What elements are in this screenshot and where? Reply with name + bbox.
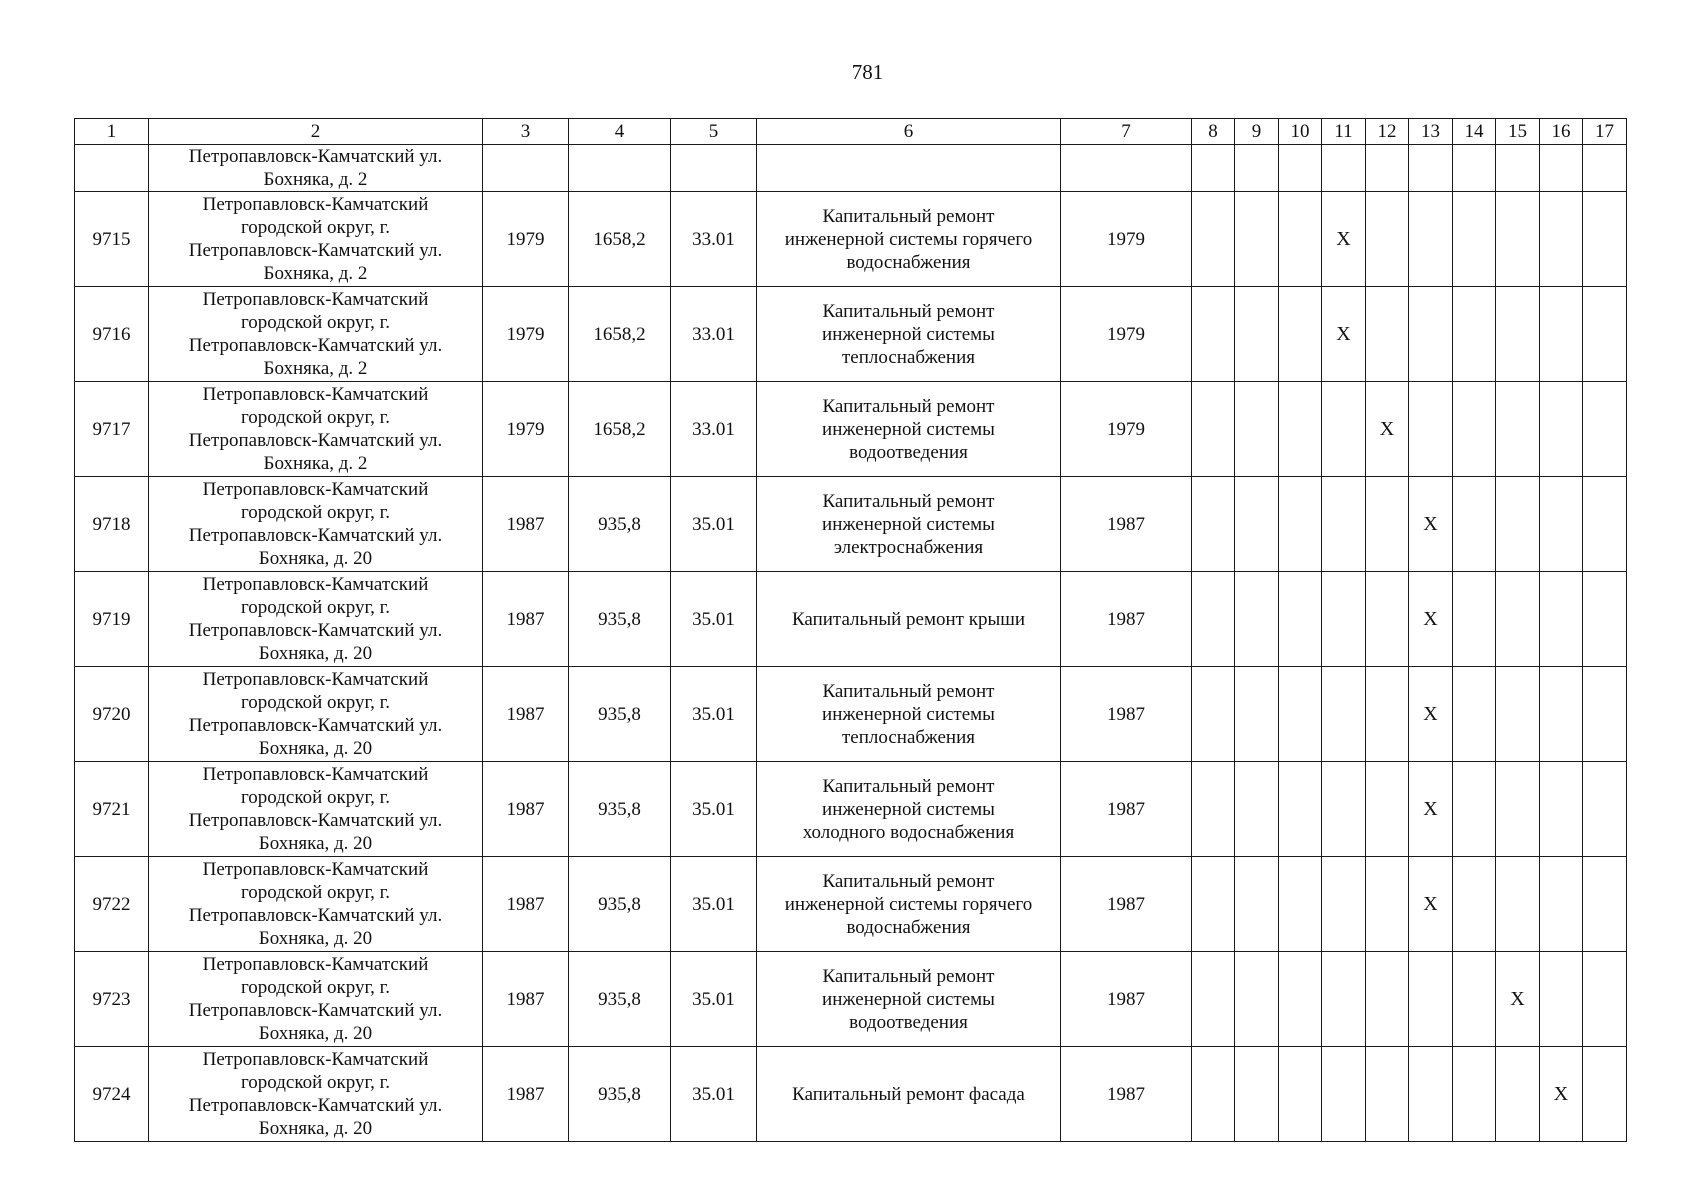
row-number-cell: 9724 xyxy=(75,1047,149,1142)
year-built-cell: 1987 xyxy=(483,667,569,762)
table-row xyxy=(75,287,1627,382)
empty-cell xyxy=(1235,1047,1279,1142)
empty-cell xyxy=(1366,857,1409,952)
repair-year-cell: 1987 xyxy=(1061,572,1192,667)
empty-cell xyxy=(1409,192,1453,287)
repair-year-cell: 1987 xyxy=(1061,667,1192,762)
mark-cell: X xyxy=(1322,287,1366,382)
header-cell: 17 xyxy=(1583,119,1627,145)
repair-year-cell: 1979 xyxy=(1061,192,1192,287)
work-type-cell: Капитальный ремонт инженерной системы водоотведения xyxy=(757,382,1061,477)
empty-cell xyxy=(1322,382,1366,477)
year-built-cell: 1987 xyxy=(483,952,569,1047)
repair-year-cell: 1987 xyxy=(1061,952,1192,1047)
address-cell: Петропавловск-Камчатский городской округ, г. Петропавловск-Камчатский ул. Бохняка, д. 2 xyxy=(149,382,483,477)
empty-cell xyxy=(1583,762,1627,857)
empty-cell xyxy=(1279,192,1322,287)
row-number-cell: 9722 xyxy=(75,857,149,952)
header-cell: 8 xyxy=(1192,119,1235,145)
empty-cell xyxy=(1322,857,1366,952)
empty-cell xyxy=(1583,192,1627,287)
mark-cell: X xyxy=(1409,572,1453,667)
row-number-cell: 9718 xyxy=(75,477,149,572)
empty-cell xyxy=(1235,382,1279,477)
repair-year-cell: 1979 xyxy=(1061,287,1192,382)
wear-cell: 35.01 xyxy=(671,1047,757,1142)
repair-year-cell: 1987 xyxy=(1061,857,1192,952)
mark-cell: X xyxy=(1409,762,1453,857)
empty-cell xyxy=(1279,145,1322,192)
empty-cell xyxy=(1192,1047,1235,1142)
row-number-cell: 9717 xyxy=(75,382,149,477)
empty-cell xyxy=(1192,762,1235,857)
empty-cell xyxy=(1235,192,1279,287)
empty-cell xyxy=(1453,857,1496,952)
mark-cell: X xyxy=(1409,857,1453,952)
empty-cell xyxy=(1453,477,1496,572)
area-cell: 1658,2 xyxy=(569,192,671,287)
empty-cell xyxy=(1583,145,1627,192)
empty-cell xyxy=(1540,382,1583,477)
header-cell: 5 xyxy=(671,119,757,145)
empty-cell xyxy=(671,145,757,192)
table-row xyxy=(75,952,1627,1047)
empty-cell xyxy=(1279,382,1322,477)
address-cell: Петропавловск-Камчатский городской округ, г. Петропавловск-Камчатский ул. Бохняка, д. 20 xyxy=(149,857,483,952)
area-cell: 935,8 xyxy=(569,952,671,1047)
table-row xyxy=(75,572,1627,667)
wear-cell: 35.01 xyxy=(671,667,757,762)
empty-cell xyxy=(1583,477,1627,572)
year-built-cell: 1987 xyxy=(483,762,569,857)
empty-cell xyxy=(1279,857,1322,952)
header-cell: 14 xyxy=(1453,119,1496,145)
table-row xyxy=(75,857,1627,952)
address-cell: Петропавловск-Камчатский городской округ, г. Петропавловск-Камчатский ул. Бохняка, д. 20 xyxy=(149,762,483,857)
empty-cell xyxy=(1453,287,1496,382)
empty-cell xyxy=(1583,952,1627,1047)
empty-cell xyxy=(1409,287,1453,382)
empty-cell xyxy=(1235,857,1279,952)
table-row xyxy=(75,477,1627,572)
empty-cell xyxy=(1496,382,1540,477)
empty-cell xyxy=(1409,145,1453,192)
work-type-cell: Капитальный ремонт инженерной системы электроснабжения xyxy=(757,477,1061,572)
header-cell: 10 xyxy=(1279,119,1322,145)
empty-cell xyxy=(1322,572,1366,667)
table-row xyxy=(75,667,1627,762)
header-cell: 2 xyxy=(149,119,483,145)
empty-cell xyxy=(757,145,1061,192)
empty-cell xyxy=(1540,667,1583,762)
empty-cell xyxy=(1583,1047,1627,1142)
empty-cell xyxy=(1366,192,1409,287)
row-number-cell: 9721 xyxy=(75,762,149,857)
header-cell: 15 xyxy=(1496,119,1540,145)
area-cell: 935,8 xyxy=(569,667,671,762)
empty-cell xyxy=(1366,477,1409,572)
wear-cell: 33.01 xyxy=(671,287,757,382)
work-type-cell: Капитальный ремонт инженерной системы теплоснабжения xyxy=(757,667,1061,762)
empty-cell xyxy=(1366,1047,1409,1142)
empty-cell xyxy=(1279,477,1322,572)
table-row xyxy=(75,1047,1627,1142)
address-cell: Петропавловск-Камчатский городской округ, г. Петропавловск-Камчатский ул. Бохняка, д. 2 xyxy=(149,192,483,287)
empty-cell xyxy=(1192,477,1235,572)
empty-cell xyxy=(1192,192,1235,287)
wear-cell: 35.01 xyxy=(671,857,757,952)
empty-cell xyxy=(1453,1047,1496,1142)
empty-cell xyxy=(1583,572,1627,667)
wear-cell: 35.01 xyxy=(671,477,757,572)
empty-cell xyxy=(1496,192,1540,287)
empty-cell xyxy=(1583,857,1627,952)
empty-cell xyxy=(1322,145,1366,192)
empty-cell xyxy=(1322,952,1366,1047)
table-body xyxy=(75,119,1627,1142)
empty-cell xyxy=(1192,382,1235,477)
header-cell: 11 xyxy=(1322,119,1366,145)
empty-cell xyxy=(1540,857,1583,952)
area-cell: 1658,2 xyxy=(569,287,671,382)
empty-cell xyxy=(1235,287,1279,382)
header-cell: 1 xyxy=(75,119,149,145)
empty-cell xyxy=(1453,762,1496,857)
address-cell: Петропавловск-Камчатский городской округ, г. Петропавловск-Камчатский ул. Бохняка, д. 20 xyxy=(149,667,483,762)
wear-cell: 33.01 xyxy=(671,192,757,287)
row-number-cell: 9720 xyxy=(75,667,149,762)
wear-cell: 35.01 xyxy=(671,952,757,1047)
empty-cell xyxy=(1540,477,1583,572)
wear-cell: 33.01 xyxy=(671,382,757,477)
table-row xyxy=(75,192,1627,287)
empty-cell xyxy=(1279,287,1322,382)
empty-cell xyxy=(1279,572,1322,667)
table-row xyxy=(75,382,1627,477)
empty-cell xyxy=(1453,145,1496,192)
empty-cell xyxy=(1583,287,1627,382)
empty-cell xyxy=(1061,145,1192,192)
page-number: 781 xyxy=(851,60,884,84)
year-built-cell: 1987 xyxy=(483,572,569,667)
header-cell: 3 xyxy=(483,119,569,145)
area-cell: 1658,2 xyxy=(569,382,671,477)
empty-cell xyxy=(1409,952,1453,1047)
repair-year-cell: 1987 xyxy=(1061,1047,1192,1142)
empty-cell xyxy=(1279,1047,1322,1142)
empty-cell xyxy=(1322,667,1366,762)
empty-cell xyxy=(1453,952,1496,1047)
empty-cell xyxy=(1235,145,1279,192)
year-built-cell: 1979 xyxy=(483,287,569,382)
empty-cell xyxy=(1540,192,1583,287)
empty-cell xyxy=(1279,952,1322,1047)
mark-cell: X xyxy=(1409,477,1453,572)
empty-cell xyxy=(1366,952,1409,1047)
mark-cell: X xyxy=(1322,192,1366,287)
row-number-cell: 9723 xyxy=(75,952,149,1047)
year-built-cell: 1979 xyxy=(483,382,569,477)
empty-cell xyxy=(569,145,671,192)
empty-cell xyxy=(1496,762,1540,857)
empty-cell xyxy=(1540,572,1583,667)
address-cell: Петропавловск-Камчатский городской округ, г. Петропавловск-Камчатский ул. Бохняка, д. 20 xyxy=(149,952,483,1047)
empty-cell xyxy=(1409,1047,1453,1142)
address-cell: Петропавловск-Камчатский городской округ, г. Петропавловск-Камчатский ул. Бохняка, д. 20 xyxy=(149,1047,483,1142)
repair-year-cell: 1987 xyxy=(1061,477,1192,572)
empty-cell xyxy=(1453,572,1496,667)
empty-cell xyxy=(1366,145,1409,192)
empty-cell xyxy=(1192,857,1235,952)
row-number-cell: 9719 xyxy=(75,572,149,667)
header-cell: 9 xyxy=(1235,119,1279,145)
empty-cell xyxy=(1496,287,1540,382)
empty-cell xyxy=(1192,287,1235,382)
empty-cell xyxy=(1453,192,1496,287)
empty-cell xyxy=(1496,572,1540,667)
work-type-cell: Капитальный ремонт крыши xyxy=(757,572,1061,667)
area-cell: 935,8 xyxy=(569,1047,671,1142)
empty-cell xyxy=(1453,382,1496,477)
address-cell: Петропавловск-Камчатский городской округ, г. Петропавловск-Камчатский ул. Бохняка, д. 20 xyxy=(149,572,483,667)
mark-cell: X xyxy=(1366,382,1409,477)
work-type-cell: Капитальный ремонт инженерной системы водоотведения xyxy=(757,952,1061,1047)
work-type-cell: Капитальный ремонт инженерной системы теплоснабжения xyxy=(757,287,1061,382)
year-built-cell: 1987 xyxy=(483,1047,569,1142)
empty-cell xyxy=(1366,572,1409,667)
address-cell: Петропавловск-Камчатский городской округ, г. Петропавловск-Камчатский ул. Бохняка, д. 20 xyxy=(149,477,483,572)
mark-cell: X xyxy=(1409,667,1453,762)
empty-cell xyxy=(1235,477,1279,572)
empty-cell xyxy=(1366,667,1409,762)
repair-year-cell: 1979 xyxy=(1061,382,1192,477)
area-cell: 935,8 xyxy=(569,762,671,857)
header-cell: 16 xyxy=(1540,119,1583,145)
repair-year-cell: 1987 xyxy=(1061,762,1192,857)
empty-cell xyxy=(1583,382,1627,477)
empty-cell xyxy=(1366,762,1409,857)
header-cell: 7 xyxy=(1061,119,1192,145)
empty-cell xyxy=(1366,287,1409,382)
empty-cell xyxy=(1496,1047,1540,1142)
empty-cell xyxy=(1496,477,1540,572)
wear-cell: 35.01 xyxy=(671,572,757,667)
year-built-cell: 1987 xyxy=(483,477,569,572)
empty-cell xyxy=(75,145,149,192)
empty-cell xyxy=(1279,667,1322,762)
year-built-cell: 1987 xyxy=(483,857,569,952)
empty-cell xyxy=(1496,145,1540,192)
empty-cell xyxy=(1192,145,1235,192)
row-number-cell: 9715 xyxy=(75,192,149,287)
area-cell: 935,8 xyxy=(569,857,671,952)
empty-cell xyxy=(1322,1047,1366,1142)
mark-cell: X xyxy=(1540,1047,1583,1142)
work-type-cell: Капитальный ремонт инженерной системы горячего водоснабжения xyxy=(757,857,1061,952)
empty-cell xyxy=(1192,667,1235,762)
address-cell: Петропавловск-Камчатский городской округ, г. Петропавловск-Камчатский ул. Бохняка, д. 2 xyxy=(149,287,483,382)
empty-cell xyxy=(1279,762,1322,857)
continuation-row xyxy=(75,145,1627,192)
empty-cell xyxy=(1235,762,1279,857)
empty-cell xyxy=(1496,857,1540,952)
area-cell: 935,8 xyxy=(569,572,671,667)
empty-cell xyxy=(1540,952,1583,1047)
empty-cell xyxy=(1235,572,1279,667)
header-cell: 6 xyxy=(757,119,1061,145)
empty-cell xyxy=(1322,762,1366,857)
year-built-cell: 1979 xyxy=(483,192,569,287)
area-cell: 935,8 xyxy=(569,477,671,572)
work-type-cell: Капитальный ремонт фасада xyxy=(757,1047,1061,1142)
work-type-cell: Капитальный ремонт инженерной системы горячего водоснабжения xyxy=(757,192,1061,287)
row-number-cell: 9716 xyxy=(75,287,149,382)
repair-register-table xyxy=(74,118,1627,1142)
header-cell: 12 xyxy=(1366,119,1409,145)
empty-cell xyxy=(1322,477,1366,572)
wear-cell: 35.01 xyxy=(671,762,757,857)
table-row xyxy=(75,762,1627,857)
empty-cell xyxy=(1192,952,1235,1047)
empty-cell xyxy=(1192,572,1235,667)
work-type-cell: Капитальный ремонт инженерной системы холодного водоснабжения xyxy=(757,762,1061,857)
empty-cell xyxy=(1235,667,1279,762)
empty-cell xyxy=(1496,667,1540,762)
header-cell: 4 xyxy=(569,119,671,145)
header-cell: 13 xyxy=(1409,119,1453,145)
empty-cell xyxy=(1409,382,1453,477)
address-cell: Петропавловск-Камчатский ул. Бохняка, д. 2 xyxy=(149,145,483,192)
empty-cell xyxy=(483,145,569,192)
empty-cell xyxy=(1453,667,1496,762)
empty-cell xyxy=(1540,762,1583,857)
empty-cell xyxy=(1235,952,1279,1047)
empty-cell xyxy=(1540,287,1583,382)
column-number-row xyxy=(75,119,1627,145)
mark-cell: X xyxy=(1496,952,1540,1047)
empty-cell xyxy=(1583,667,1627,762)
empty-cell xyxy=(1540,145,1583,192)
